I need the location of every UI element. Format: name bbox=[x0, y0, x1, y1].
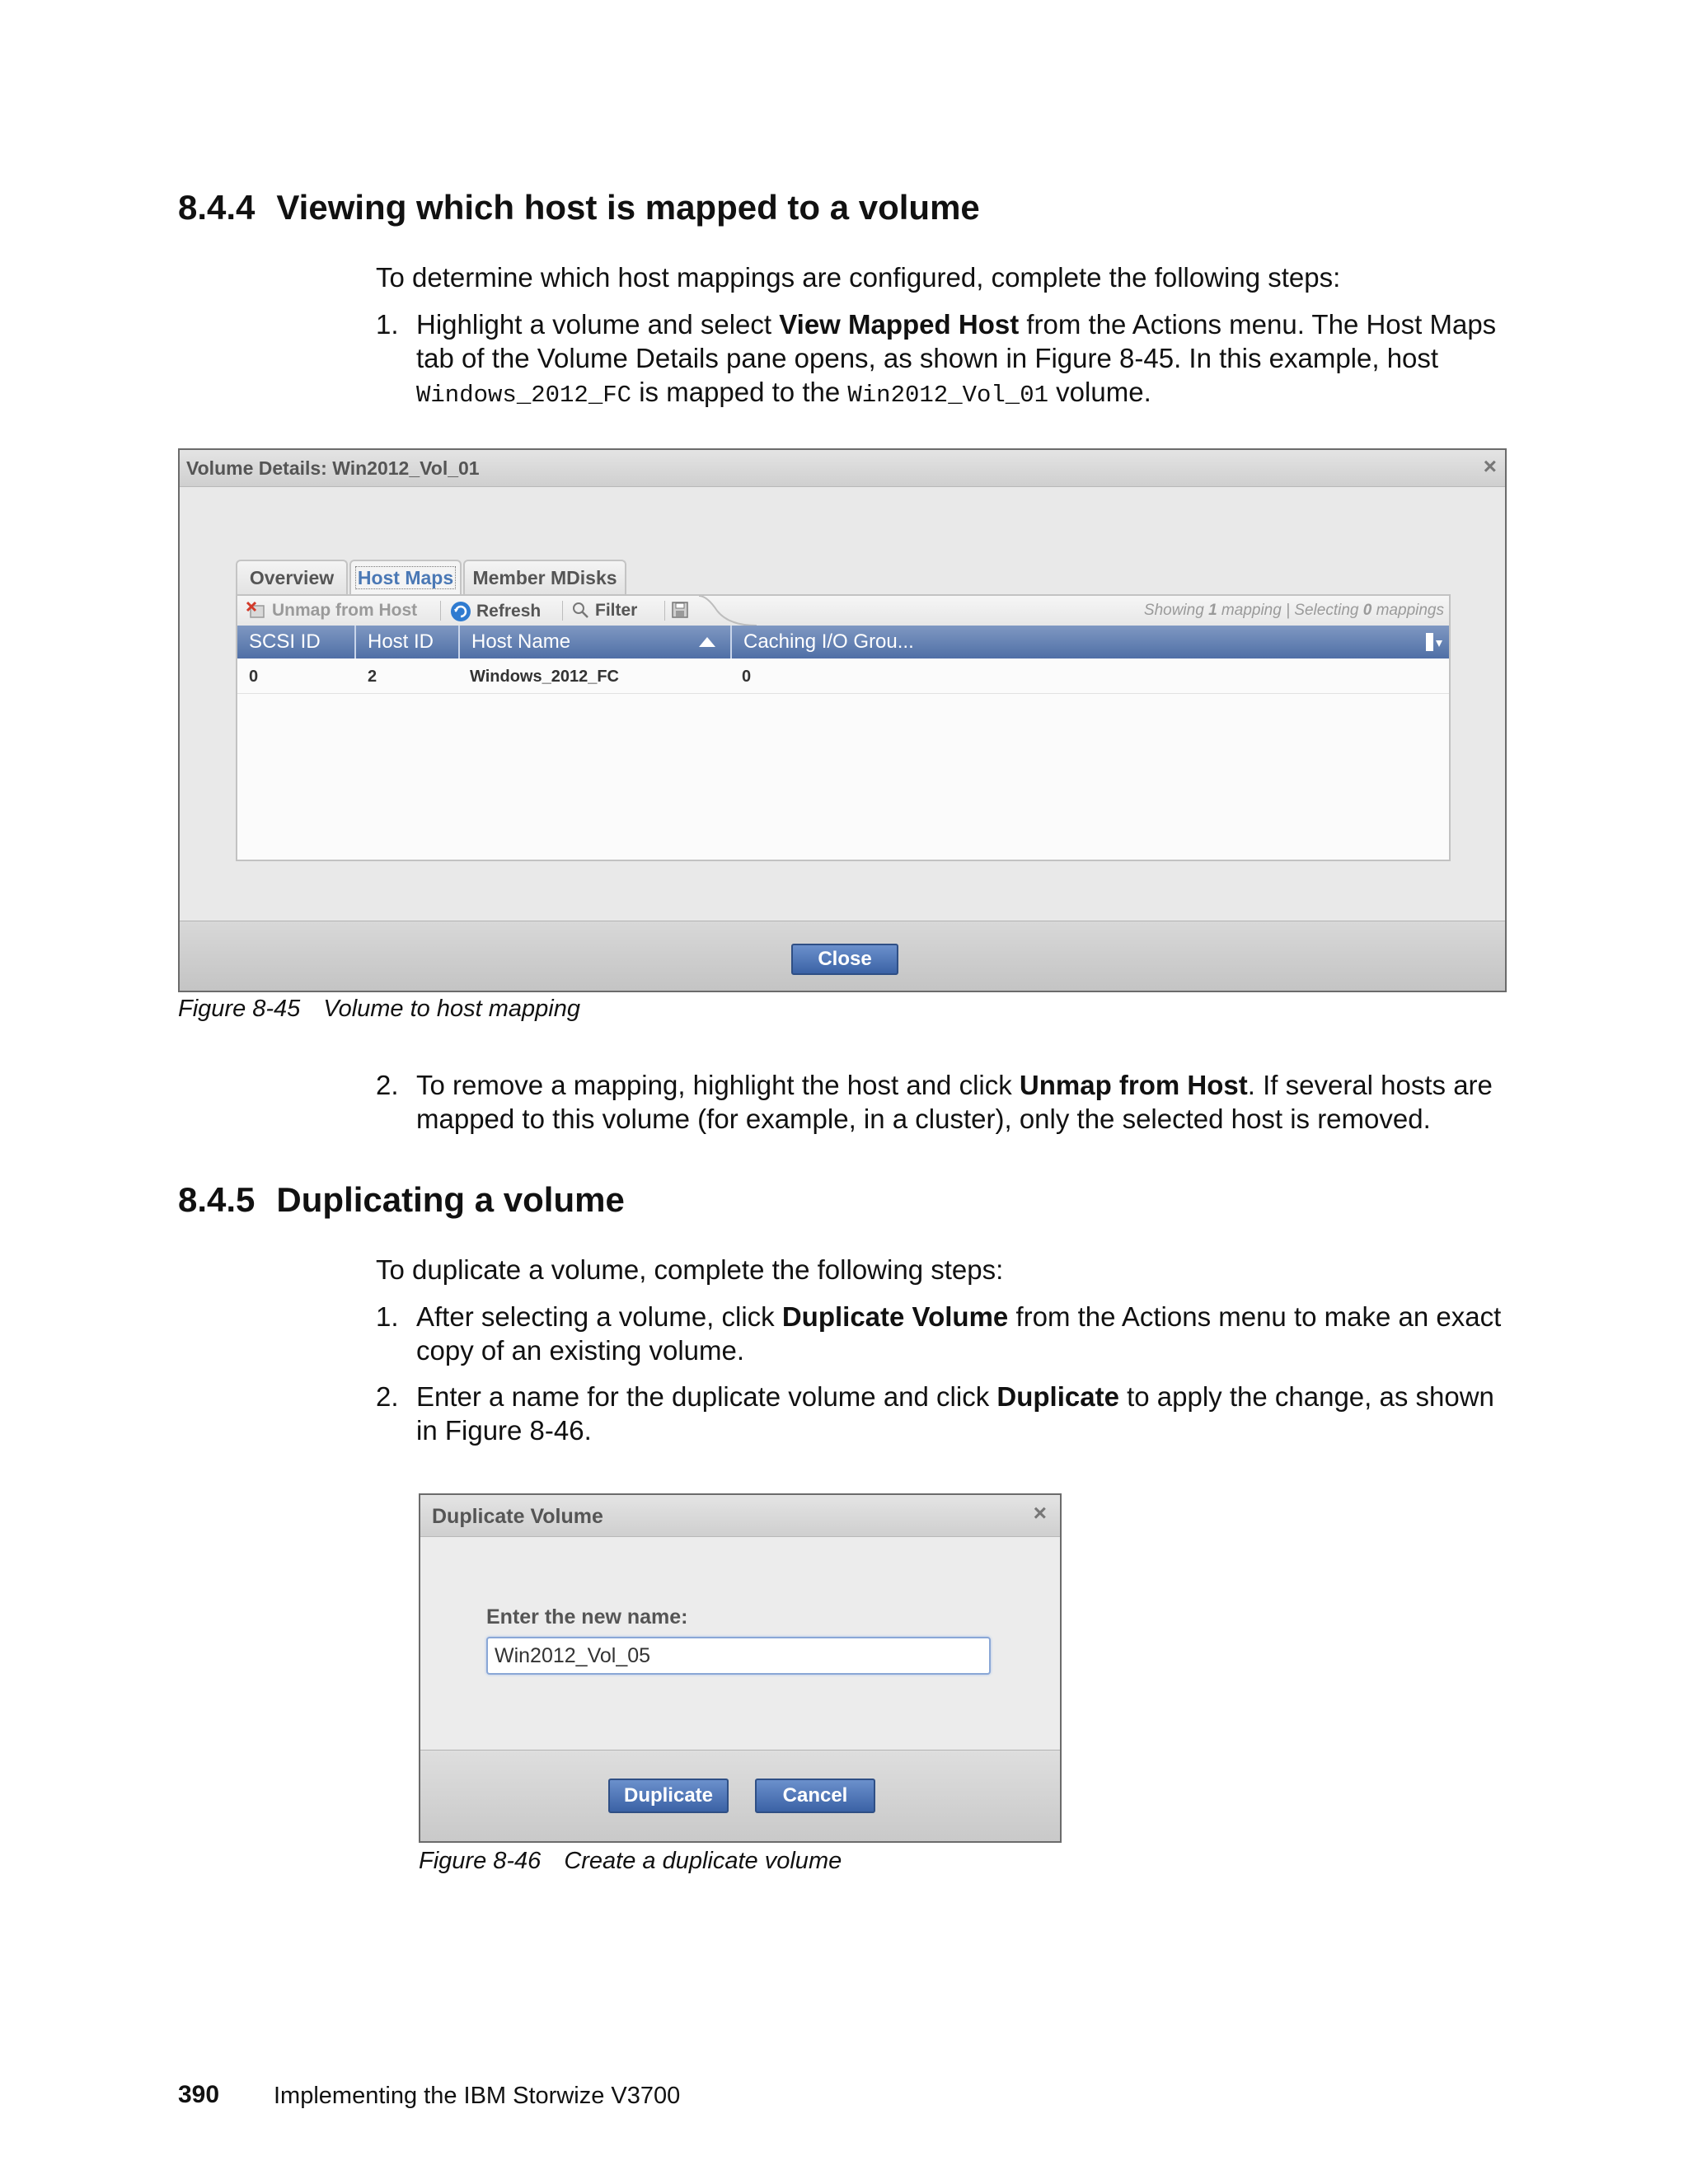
tab-host-maps[interactable] bbox=[349, 560, 462, 596]
step-bold-term: View Mapped Host bbox=[779, 309, 1020, 340]
tab-member-mdisks[interactable] bbox=[463, 560, 626, 596]
step-text-a: After selecting a volume, click bbox=[416, 1301, 782, 1332]
cell-host-name: Windows_2012_FC bbox=[470, 668, 619, 686]
magnifier-icon bbox=[572, 602, 590, 620]
close-icon[interactable]: × bbox=[1483, 453, 1497, 479]
section-title: Duplicating a volume bbox=[276, 1180, 625, 1219]
code-host-name: Windows_2012_FC bbox=[416, 382, 632, 409]
sort-ascending-icon bbox=[699, 637, 715, 647]
cell-caching-io-group: 0 bbox=[742, 668, 752, 686]
dialog-title: Duplicate Volume bbox=[432, 1505, 603, 1528]
step-text-a: Highlight a volume and select bbox=[416, 309, 780, 340]
section-number: 8.4.5 bbox=[178, 1180, 256, 1219]
caption-text: Create a duplicate volume bbox=[564, 1848, 842, 1874]
section-heading-8-4-4 bbox=[178, 188, 980, 227]
close-icon[interactable]: × bbox=[1033, 1500, 1047, 1526]
toolbar-separator bbox=[664, 601, 665, 621]
unmap-from-host-button[interactable] bbox=[246, 601, 417, 621]
host-maps-panel bbox=[236, 594, 1451, 861]
status-count-showing: 1 bbox=[1208, 602, 1217, 619]
tab-overview[interactable] bbox=[236, 560, 348, 596]
section-title: Viewing which host is mapped to a volume bbox=[276, 188, 980, 227]
caption-text: Volume to host mapping bbox=[323, 996, 580, 1022]
column-label: Caching I/O Grou... bbox=[743, 630, 914, 653]
unmap-label: Unmap from Host bbox=[272, 601, 418, 620]
selection-status bbox=[1144, 602, 1444, 620]
tab-label: Member MDisks bbox=[472, 567, 617, 588]
column-picker-icon[interactable] bbox=[1424, 632, 1442, 652]
save-icon bbox=[671, 601, 689, 619]
status-count-selecting: 0 bbox=[1362, 602, 1372, 619]
unmap-icon bbox=[246, 601, 267, 621]
refresh-label: Refresh bbox=[476, 602, 542, 621]
caption-label: Figure 8-46 bbox=[419, 1848, 542, 1874]
toolbar-separator bbox=[562, 601, 563, 621]
cancel-button[interactable]: Cancel bbox=[755, 1779, 875, 1813]
toolbar bbox=[237, 596, 1449, 626]
column-label: Host Name bbox=[471, 630, 571, 653]
intro-paragraph-2: To duplicate a volume, complete the following steps: bbox=[376, 1254, 1004, 1285]
dialog-titlebar bbox=[420, 1495, 1060, 1537]
cell-host-id: 2 bbox=[368, 668, 377, 686]
dialog-footer bbox=[420, 1750, 1060, 1841]
code-volume-name: Win2012_Vol_01 bbox=[847, 382, 1049, 409]
new-name-input[interactable] bbox=[486, 1637, 991, 1675]
step-text bbox=[416, 1068, 1512, 1136]
column-header-caching-io-group[interactable] bbox=[732, 626, 1449, 658]
new-name-label: Enter the new name: bbox=[486, 1605, 688, 1629]
filter-label: Filter bbox=[595, 601, 638, 620]
export-button[interactable] bbox=[671, 601, 689, 619]
table-row[interactable] bbox=[237, 658, 1449, 694]
figure-caption-8-46 bbox=[419, 1848, 842, 1875]
step-text-e: volume. bbox=[1048, 377, 1151, 407]
window-footer bbox=[180, 921, 1505, 991]
close-button[interactable]: Close bbox=[791, 944, 898, 975]
column-header-host-id[interactable] bbox=[356, 626, 460, 658]
window-title: Volume Details: Win2012_Vol_01 bbox=[186, 457, 480, 479]
step-text bbox=[416, 1300, 1512, 1367]
step-text-c: . If several hosts are mapped to this volume (for example, in a cluster), only the selected host is removed. bbox=[416, 1070, 1493, 1134]
step-text-a: To remove a mapping, highlight the host and click bbox=[416, 1070, 1020, 1100]
duplicate-button[interactable]: Duplicate bbox=[608, 1779, 729, 1813]
step-text-c: from the Actions menu. The Host Maps tab of the Volume Details pane opens, as shown in Figure 8-45. In this example, host bbox=[416, 309, 1497, 373]
step-text bbox=[416, 1380, 1512, 1447]
step-text-c: to apply the change, as shown in Figure 8-46. bbox=[416, 1381, 1494, 1446]
tab-label: Overview bbox=[249, 567, 335, 588]
table-header bbox=[237, 626, 1449, 658]
caption-label: Figure 8-45 bbox=[178, 996, 301, 1022]
step-text-a: Enter a name for the duplicate volume and click bbox=[416, 1381, 997, 1412]
filter-button[interactable] bbox=[572, 601, 637, 621]
duplicate-volume-dialog bbox=[419, 1493, 1062, 1843]
tab-label: Host Maps bbox=[355, 566, 456, 589]
page-number: 390 bbox=[178, 2081, 220, 2108]
toolbar-separator bbox=[440, 601, 441, 621]
step-text-c: from the Actions menu to make an exact copy of an existing volume. bbox=[416, 1301, 1502, 1366]
column-header-host-name[interactable] bbox=[460, 626, 732, 658]
status-post: mappings bbox=[1372, 602, 1444, 619]
status-pre: Showing bbox=[1143, 602, 1209, 619]
step-number: 1. bbox=[376, 309, 399, 340]
cell-scsi-id: 0 bbox=[249, 668, 259, 686]
intro-paragraph-1: To determine which host mappings are configured, complete the following steps: bbox=[376, 262, 1341, 293]
toolbar-tab-corner bbox=[699, 596, 757, 626]
step-text-d: is mapped to the bbox=[631, 377, 848, 407]
section-heading-8-4-5 bbox=[178, 1180, 625, 1220]
column-header-scsi-id[interactable] bbox=[237, 626, 356, 658]
column-label: Host ID bbox=[368, 630, 434, 653]
volume-details-window bbox=[178, 448, 1507, 992]
book-title: Implementing the IBM Storwize V3700 bbox=[274, 2083, 681, 2109]
column-label: SCSI ID bbox=[249, 630, 321, 653]
refresh-icon bbox=[450, 601, 471, 622]
step-bold-term: Unmap from Host bbox=[1019, 1070, 1248, 1100]
step-text bbox=[416, 307, 1512, 412]
status-mid: mapping | Selecting bbox=[1217, 602, 1363, 619]
step-number: 1. bbox=[376, 1301, 399, 1332]
refresh-button[interactable] bbox=[450, 601, 541, 622]
step-bold-term: Duplicate bbox=[996, 1381, 1119, 1412]
step-number: 2. bbox=[376, 1070, 399, 1100]
figure-caption-8-45 bbox=[178, 996, 580, 1023]
section-number: 8.4.4 bbox=[178, 188, 256, 227]
window-titlebar bbox=[180, 450, 1505, 487]
step-number: 2. bbox=[376, 1381, 399, 1412]
step-bold-term: Duplicate Volume bbox=[781, 1301, 1009, 1332]
